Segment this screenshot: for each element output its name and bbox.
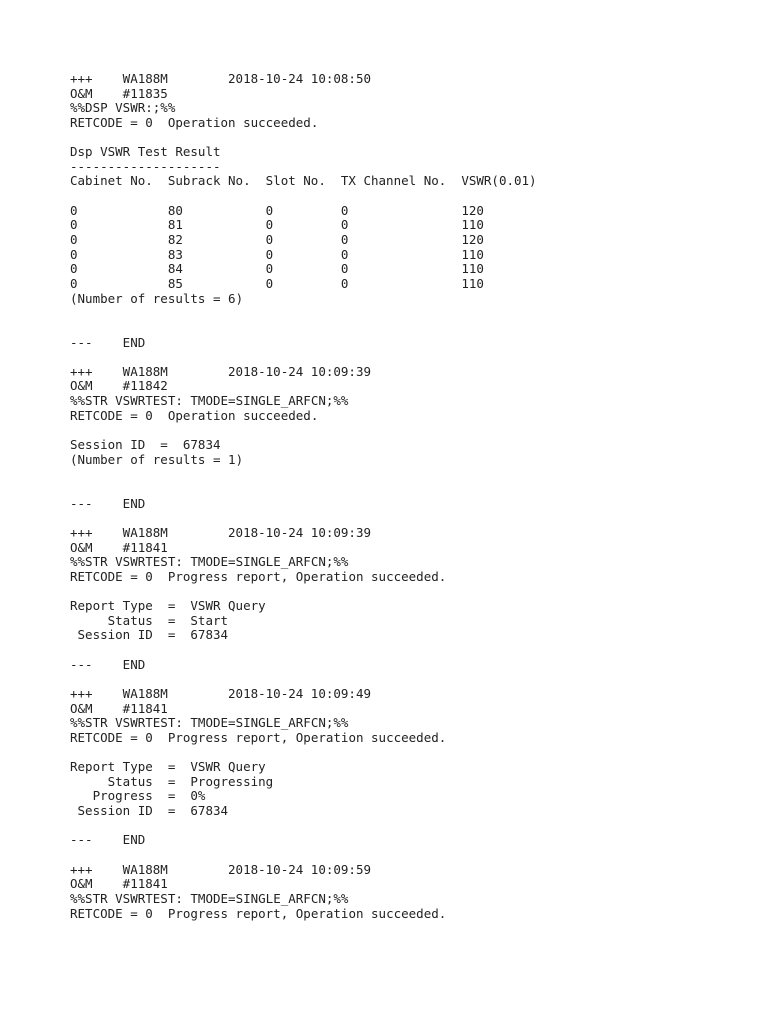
cell-vswr: 120	[461, 232, 484, 248]
param-name: Report Type	[70, 598, 153, 614]
param-name: Session ID	[77, 803, 153, 819]
table-row	[70, 277, 750, 292]
report-block	[70, 526, 750, 672]
console-log	[70, 72, 750, 921]
param-separator: =	[167, 627, 176, 643]
cell-subrack-no: 81	[167, 217, 183, 233]
cell-vswr: 110	[461, 261, 484, 277]
om-label: O&M	[70, 378, 93, 394]
param-row	[70, 599, 750, 614]
cell-vswr: 110	[461, 217, 484, 233]
retcode-line	[70, 570, 750, 585]
end-marker: ---	[70, 495, 93, 511]
param-row	[70, 775, 750, 790]
cell-cabinet-no: 0	[70, 232, 78, 248]
result-message: Progress report, Operation succeeded.	[167, 729, 447, 745]
param-name: Session ID	[70, 437, 146, 453]
ne-name: WA188M	[122, 685, 168, 701]
param-value: VSWR Query	[190, 759, 266, 775]
column-header-cabinet-no: Cabinet No.	[70, 173, 153, 189]
cell-slot-no: 0	[265, 232, 274, 248]
cell-cabinet-no: 0	[70, 275, 78, 291]
header-marker: +++	[70, 524, 93, 540]
retcode: RETCODE = 0	[70, 729, 153, 745]
table-row	[70, 262, 750, 277]
om-serial: #11835	[122, 85, 168, 101]
report-timestamp: 2018-10-24 10:09:39	[228, 363, 372, 379]
report-header	[70, 72, 750, 87]
table-row	[70, 204, 750, 219]
column-header-tx-channel-no: TX Channel No.	[340, 173, 447, 189]
header-marker: +++	[70, 71, 93, 86]
end-line	[70, 336, 750, 351]
om-serial: #11841	[122, 539, 168, 555]
end-label: END	[122, 832, 146, 848]
cell-tx-channel-no: 0	[340, 246, 349, 262]
cell-slot-no: 0	[265, 261, 274, 277]
cell-vswr: 110	[461, 246, 484, 262]
cell-cabinet-no: 0	[70, 261, 78, 277]
om-label: O&M	[70, 539, 93, 555]
table-row	[70, 248, 750, 263]
om-label: O&M	[70, 700, 93, 716]
param-name: Status	[107, 773, 153, 789]
param-name: Session ID	[77, 627, 153, 643]
param-row	[70, 804, 750, 819]
end-line	[70, 497, 750, 512]
column-header-subrack-no: Subrack No.	[167, 173, 251, 189]
table-header-row	[70, 174, 750, 189]
cell-subrack-no: 85	[167, 275, 183, 291]
om-serial: #11841	[122, 700, 168, 716]
cell-slot-no: 0	[265, 246, 274, 262]
cell-tx-channel-no: 0	[340, 232, 349, 248]
cell-cabinet-no: 0	[70, 246, 78, 262]
retcode-line	[70, 409, 750, 424]
param-row	[70, 614, 750, 629]
table-row	[70, 218, 750, 233]
retcode-line	[70, 907, 750, 922]
param-name: Status	[107, 612, 153, 628]
param-value: Progressing	[190, 773, 274, 789]
cell-vswr: 120	[461, 202, 484, 218]
command-line: %%STR VSWRTEST: TMODE=SINGLE_ARFCN;%%	[70, 715, 349, 731]
cell-cabinet-no: 0	[70, 202, 78, 218]
end-label: END	[122, 495, 146, 511]
retcode: RETCODE = 0	[70, 407, 153, 423]
header-marker: +++	[70, 363, 93, 379]
param-row	[70, 760, 750, 775]
table-rule: --------------------	[70, 158, 221, 174]
om-line	[70, 379, 750, 394]
command-line: %%STR VSWRTEST: TMODE=SINGLE_ARFCN;%%	[70, 890, 349, 906]
report-header	[70, 687, 750, 702]
report-timestamp: 2018-10-24 10:09:39	[228, 524, 372, 540]
report-block	[70, 72, 750, 350]
report-header	[70, 863, 750, 878]
param-row	[70, 628, 750, 643]
param-separator: =	[167, 598, 176, 614]
param-separator: =	[160, 437, 168, 453]
end-marker: ---	[70, 334, 93, 350]
report-timestamp: 2018-10-24 10:09:59	[228, 861, 372, 877]
param-separator: =	[167, 759, 176, 775]
report-header	[70, 365, 750, 380]
om-serial: #11841	[122, 876, 168, 892]
end-marker: ---	[70, 656, 93, 672]
ne-name: WA188M	[122, 861, 168, 877]
end-line	[70, 658, 750, 673]
ne-name: WA188M	[122, 71, 168, 86]
cell-slot-no: 0	[265, 202, 274, 218]
cell-slot-no: 0	[265, 217, 274, 233]
param-name: Report Type	[70, 759, 153, 775]
param-separator: =	[167, 788, 176, 804]
om-label: O&M	[70, 876, 93, 892]
end-line	[70, 833, 750, 848]
param-row	[70, 789, 750, 804]
result-message: Operation succeeded.	[167, 114, 319, 130]
cell-vswr: 110	[461, 275, 484, 291]
param-value: Start	[190, 612, 229, 628]
om-line	[70, 87, 750, 102]
retcode-line	[70, 116, 750, 131]
om-serial: #11842	[122, 378, 168, 394]
table-row	[70, 233, 750, 248]
header-marker: +++	[70, 685, 93, 701]
retcode: RETCODE = 0	[70, 568, 153, 584]
retcode: RETCODE = 0	[70, 905, 153, 921]
cell-subrack-no: 80	[167, 202, 183, 218]
column-header-vswr: VSWR(0.01)	[461, 173, 537, 189]
column-header-slot-no: Slot No.	[265, 173, 326, 189]
param-separator: =	[167, 803, 176, 819]
result-message: Progress report, Operation succeeded.	[167, 905, 447, 921]
header-marker: +++	[70, 861, 93, 877]
report-block	[70, 365, 750, 511]
param-value: 67834	[182, 437, 221, 453]
om-line	[70, 702, 750, 717]
retcode-line	[70, 731, 750, 746]
table-title: Dsp VSWR Test Result	[70, 144, 221, 160]
cell-cabinet-no: 0	[70, 217, 78, 233]
cell-subrack-no: 82	[167, 232, 183, 248]
param-value: VSWR Query	[190, 598, 266, 614]
report-timestamp: 2018-10-24 10:08:50	[228, 71, 372, 86]
report-block	[70, 687, 750, 848]
result-message: Progress report, Operation succeeded.	[167, 568, 447, 584]
cell-subrack-no: 83	[167, 246, 183, 262]
om-label: O&M	[70, 85, 93, 101]
cell-tx-channel-no: 0	[340, 202, 349, 218]
report-block	[70, 863, 750, 922]
cell-tx-channel-no: 0	[340, 261, 349, 277]
result-message: Operation succeeded.	[167, 407, 319, 423]
command-line: %%STR VSWRTEST: TMODE=SINGLE_ARFCN;%%	[70, 393, 349, 409]
command-line: %%DSP VSWR:;%%	[70, 100, 176, 116]
cell-subrack-no: 84	[167, 261, 183, 277]
result-count: (Number of results = 1)	[70, 451, 244, 467]
param-value: 0%	[190, 788, 206, 804]
param-separator: =	[167, 773, 176, 789]
cell-slot-no: 0	[265, 275, 274, 291]
ne-name: WA188M	[122, 524, 168, 540]
om-line	[70, 877, 750, 892]
cell-tx-channel-no: 0	[340, 275, 349, 291]
result-count: (Number of results = 6)	[70, 290, 244, 306]
om-line	[70, 541, 750, 556]
retcode: RETCODE = 0	[70, 114, 153, 130]
end-marker: ---	[70, 832, 93, 848]
param-value: 67834	[190, 627, 229, 643]
report-timestamp: 2018-10-24 10:09:49	[228, 685, 372, 701]
param-value: 67834	[190, 803, 229, 819]
param-row	[70, 438, 750, 453]
ne-name: WA188M	[122, 363, 168, 379]
param-name: Progress	[92, 788, 153, 804]
report-header	[70, 526, 750, 541]
param-separator: =	[167, 612, 176, 628]
end-label: END	[122, 656, 146, 672]
end-label: END	[122, 334, 146, 350]
cell-tx-channel-no: 0	[340, 217, 349, 233]
command-line: %%STR VSWRTEST: TMODE=SINGLE_ARFCN;%%	[70, 554, 349, 570]
